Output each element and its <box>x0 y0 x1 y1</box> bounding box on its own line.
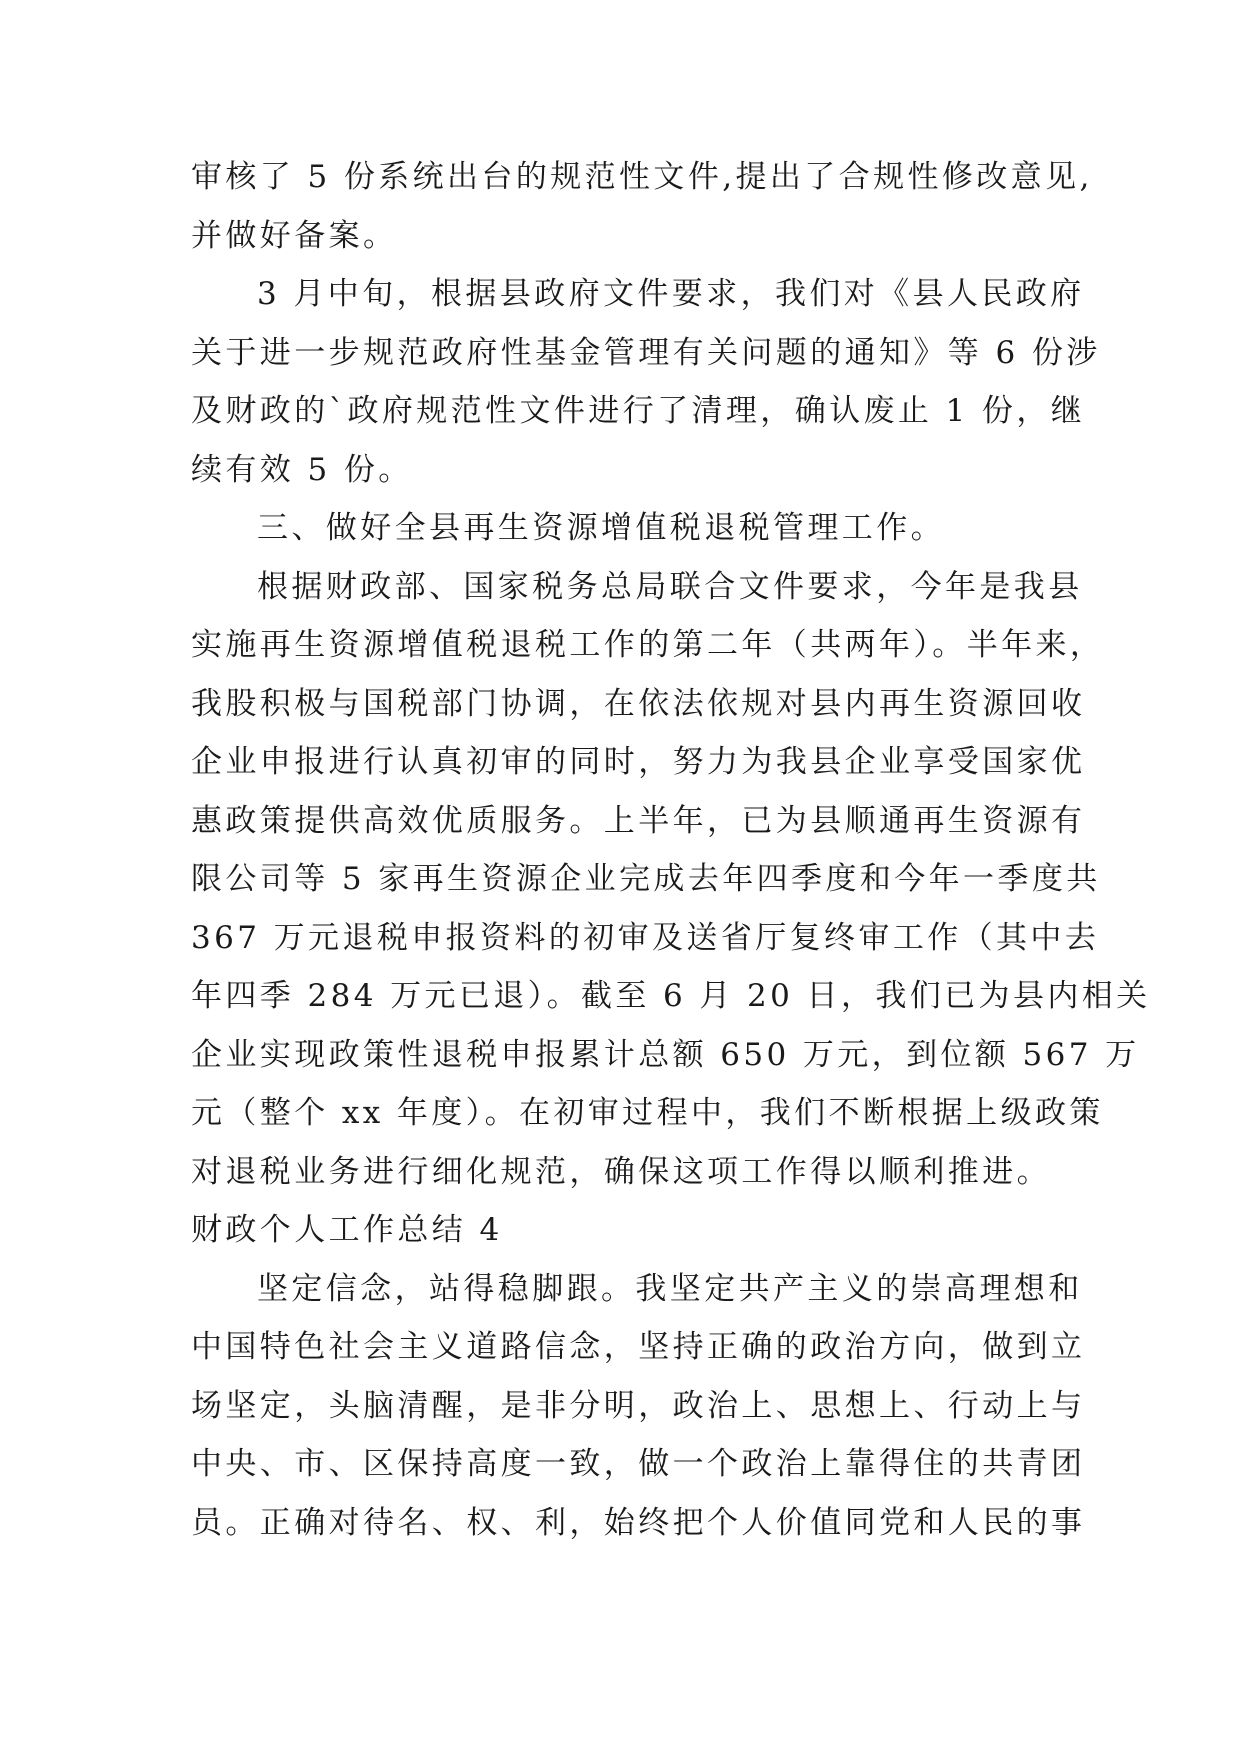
text-line: 场坚定，头脑清醒，是非分明，政治上、思想上、行动上与 <box>191 1387 1086 1424</box>
text-line: 坚定信念，站得稳脚跟。我坚定共产主义的崇高理想和 <box>257 1270 1083 1307</box>
text-line: 企业申报进行认真初审的同时，努力为我县企业享受国家优 <box>191 744 1086 780</box>
text-line: 我股积极与国税部门协调，在依法依规对县内再生资源回收 <box>191 685 1086 722</box>
text-line: 元（整个 xx 年度）。在初审过程中，我们不断根据上级政策 <box>191 1095 1104 1131</box>
text-line: 企业实现政策性退税申报累计总额 650 万元，到位额 567 万 <box>191 1036 1140 1073</box>
text-line: 及财政的`政府规范性文件进行了清理，确认废止 1 份，继 <box>191 393 1086 429</box>
text-line: 并做好备案。 <box>191 217 398 254</box>
text-line: 续有效 5 份。 <box>191 451 413 488</box>
text-line: 限公司等 5 家再生资源企业完成去年四季度和今年一季度共 <box>191 861 1101 897</box>
text-line: 中央、市、区保持高度一致，做一个政治上靠得住的共青团 <box>191 1446 1086 1482</box>
text-line: 367 万元退税申报资料的初审及送省厅复终审工作（其中去 <box>191 919 1100 956</box>
section-heading: 三、做好全县再生资源增值税退税管理工作。 <box>257 510 945 546</box>
document-body <box>191 148 1151 1552</box>
text-line: 关于进一步规范政府性基金管理有关问题的通知》等 6 份涉 <box>191 334 1101 371</box>
document-title: 财政个人工作总结 4 <box>191 1212 503 1248</box>
text-line: 3 月中旬，根据县政府文件要求，我们对《县人民政府 <box>257 276 1085 312</box>
text-line: 年四季 284 万元已退）。截至 6 月 20 日，我们已为县内相关 <box>191 978 1151 1014</box>
text-line: 实施再生资源增值税退税工作的第二年（共两年）。半年来， <box>191 627 1105 663</box>
text-line: 对退税业务进行细化规范，确保这项工作得以顺利推进。 <box>191 1153 1051 1190</box>
text-line: 惠政策提供高效优质服务。上半年，已为县顺通再生资源有 <box>191 802 1086 839</box>
text-line: 审核了 5 份系统出台的规范性文件,提出了合规性修改意见, <box>191 159 1093 195</box>
text-line: 根据财政部、国家税务总局联合文件要求，今年是我县 <box>257 568 1083 605</box>
text-line: 员。正确对待名、权、利，始终把个人价值同党和人民的事 <box>191 1504 1086 1541</box>
text-line: 中国特色社会主义道路信念，坚持正确的政治方向，做到立 <box>191 1329 1086 1365</box>
